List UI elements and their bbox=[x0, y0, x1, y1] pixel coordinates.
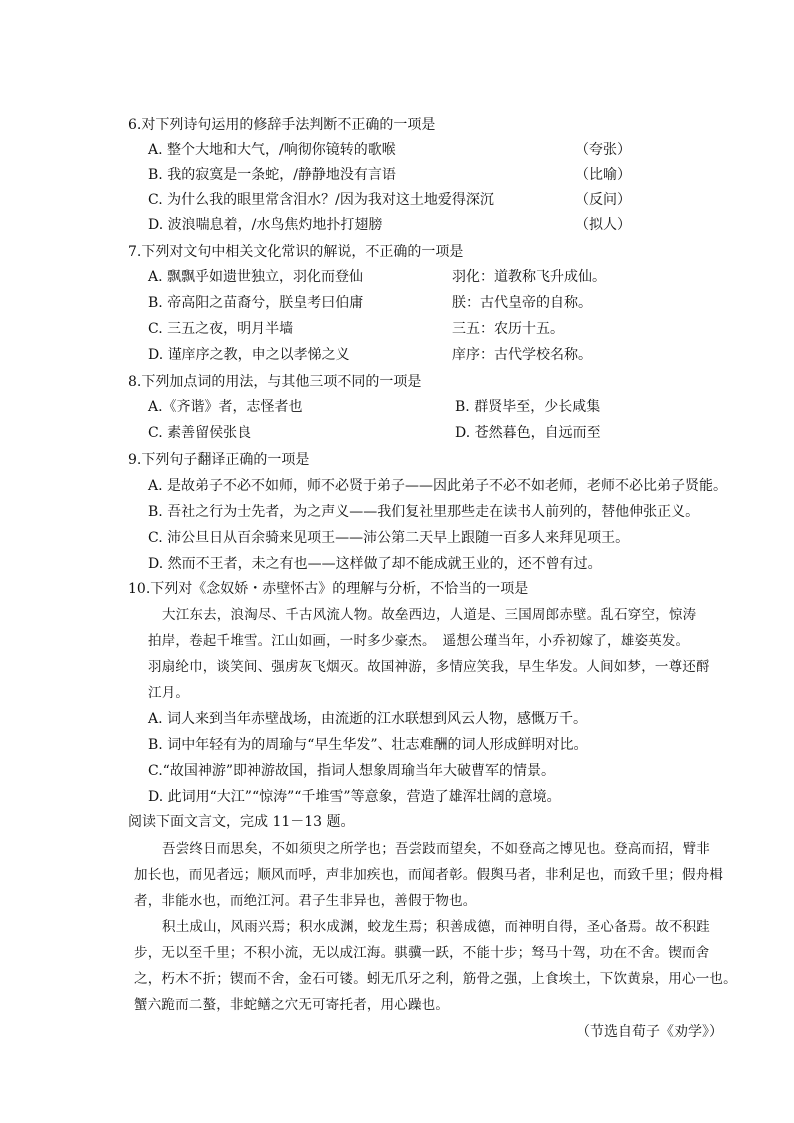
q8-stem: 8.下列加点词的用法，与其他三项不同的一项是 bbox=[128, 374, 422, 390]
passage-line: 之，朽木不折；锲而不舍，金石可镂。蚓无爪牙之利，筋骨之强，上食埃土，下饮黄泉，用心一也。 bbox=[134, 971, 737, 987]
q8-option-d: D. 苍然暮色，自远而至 bbox=[455, 425, 601, 441]
q7-option-d-gloss: 庠序：古代学校名称。 bbox=[452, 347, 592, 363]
poem-line: 江月。 bbox=[148, 685, 190, 701]
q6-option-b: B. 我的寂寞是一条蛇，/静静地没有言语 bbox=[148, 167, 396, 183]
q6-option-a: A. 整个大地和大气，/响彻你镜转的歌喉 bbox=[148, 142, 396, 158]
q6-option-c: C. 为什么我的眼里常含泪水？/因为我对这土地爱得深沉 bbox=[148, 192, 494, 208]
q6-option-a-tag: （夸张） bbox=[575, 142, 631, 158]
q10-option-a: A. 词人来到当年赤壁战场，由流逝的江水联想到风云人物，感慨万千。 bbox=[148, 711, 588, 727]
q9-option-a: A. 是故弟子不必不如师，师不必贤于弟子——因此弟子不必不如老师，老师不必比弟子贤能。 bbox=[148, 478, 728, 494]
poem-line: 羽扇纶巾，谈笑间、强虏灰飞烟灭。故国神游，多情应笑我，早生华发。人间如梦，一尊还酹 bbox=[148, 659, 710, 675]
q10-option-b: B. 词中年轻有为的周瑜与“早生华发”、壮志难酬的词人形成鲜明对比。 bbox=[148, 737, 588, 753]
q7-option-c-gloss: 三五：农历十五。 bbox=[452, 321, 564, 337]
q6-option-d: D. 波浪喘息着，/水鸟焦灼地扑打翅膀 bbox=[148, 217, 383, 233]
q6-stem: 6.对下列诗句运用的修辞手法判断不正确的一项是 bbox=[128, 117, 436, 133]
passage-line: 加长也，而见者远；顺风而呼，声非加疾也，而闻者彰。假舆马者，非利足也，而致千里；假舟楫 bbox=[134, 867, 724, 883]
q10-option-c: C.“故国神游”即神游故国，指词人想象周瑜当年大破曹军的情景。 bbox=[148, 763, 555, 779]
passage-line: 者，非能水也，而绝江河。君子生非异也，善假于物也。 bbox=[134, 893, 477, 909]
q7-option-b: B. 帝高阳之苗裔兮，朕皇考曰伯庸 bbox=[148, 295, 364, 311]
q8-option-b: B. 群贤毕至，少长咸集 bbox=[455, 399, 601, 415]
q6-option-d-tag: （拟人） bbox=[575, 217, 631, 233]
poem-line: 拍岸，卷起千堆雪。江山如画，一时多少豪杰。 遥想公瑾当年，小乔初嫁了，雄姿英发。 bbox=[148, 633, 690, 649]
q8-option-a: A.《齐谐》者，志怪者也 bbox=[148, 399, 303, 415]
passage-line: 蟹六跪而二螯，非蛇鳝之穴无可寄托者，用心躁也。 bbox=[134, 997, 450, 1013]
q8-option-c: C. 素善留侯张良 bbox=[148, 425, 252, 441]
q9-stem: 9.下列句子翻译正确的一项是 bbox=[128, 452, 310, 468]
q9-option-b: B. 吾社之行为士先者，为之声义——我们复社里那些走在读书人前列的，替他伸张正义。 bbox=[148, 504, 700, 520]
poem-line: 大江东去，浪淘尽、千古风流人物。故垒西边，人道是、三国周郎赤壁。乱石穿空，惊涛 bbox=[162, 607, 697, 623]
q10-stem: 10.下列对《念奴娇・赤壁怀古》的理解与分析，不恰当的一项是 bbox=[128, 581, 529, 597]
reading-intro: 阅读下面文言文，完成 11－13 题。 bbox=[128, 814, 355, 830]
passage-source: （节选自荀子《劝学》） bbox=[576, 1024, 723, 1040]
q7-option-b-gloss: 朕：古代皇帝的自称。 bbox=[452, 295, 592, 311]
q7-stem: 7.下列对文句中相关文化常识的解说，不正确的一项是 bbox=[128, 244, 464, 260]
passage-line: 积土成山，风雨兴焉；积水成渊，蛟龙生焉；积善成德，而神明自得，圣心备焉。故不积跬 bbox=[162, 919, 710, 935]
q7-option-a: A. 飘飘乎如遗世独立，羽化而登仙 bbox=[148, 269, 364, 285]
q7-option-a-gloss: 羽化：道教称飞升成仙。 bbox=[452, 269, 606, 285]
q10-option-d: D. 此词用“大江”“惊涛”“千堆雪”等意象，营造了雄浑壮阔的意境。 bbox=[148, 789, 561, 805]
q6-option-c-tag: （反问） bbox=[575, 192, 631, 208]
passage-line: 吾尝终日而思矣，不如须臾之所学也；吾尝跂而望矣，不如登高之博见也。登高而招，臂非 bbox=[162, 841, 710, 857]
q7-option-c: C. 三五之夜，明月半墙 bbox=[148, 321, 294, 337]
passage-line: 步，无以至千里；不积小流，无以成江海。骐骥一跃，不能十步；驽马十驾，功在不舍。锲而舍 bbox=[134, 945, 710, 961]
q9-option-d: D. 然而不王者，未之有也——这样做了却不能成就王业的，还不曾有过。 bbox=[148, 556, 602, 572]
q9-option-c: C. 沛公旦日从百余骑来见项王——沛公第二天早上跟随一百多人来拜见项王。 bbox=[148, 530, 630, 546]
q6-option-b-tag: （比喻） bbox=[575, 167, 631, 183]
q7-option-d: D. 谨庠序之教，申之以孝悌之义 bbox=[148, 347, 350, 363]
